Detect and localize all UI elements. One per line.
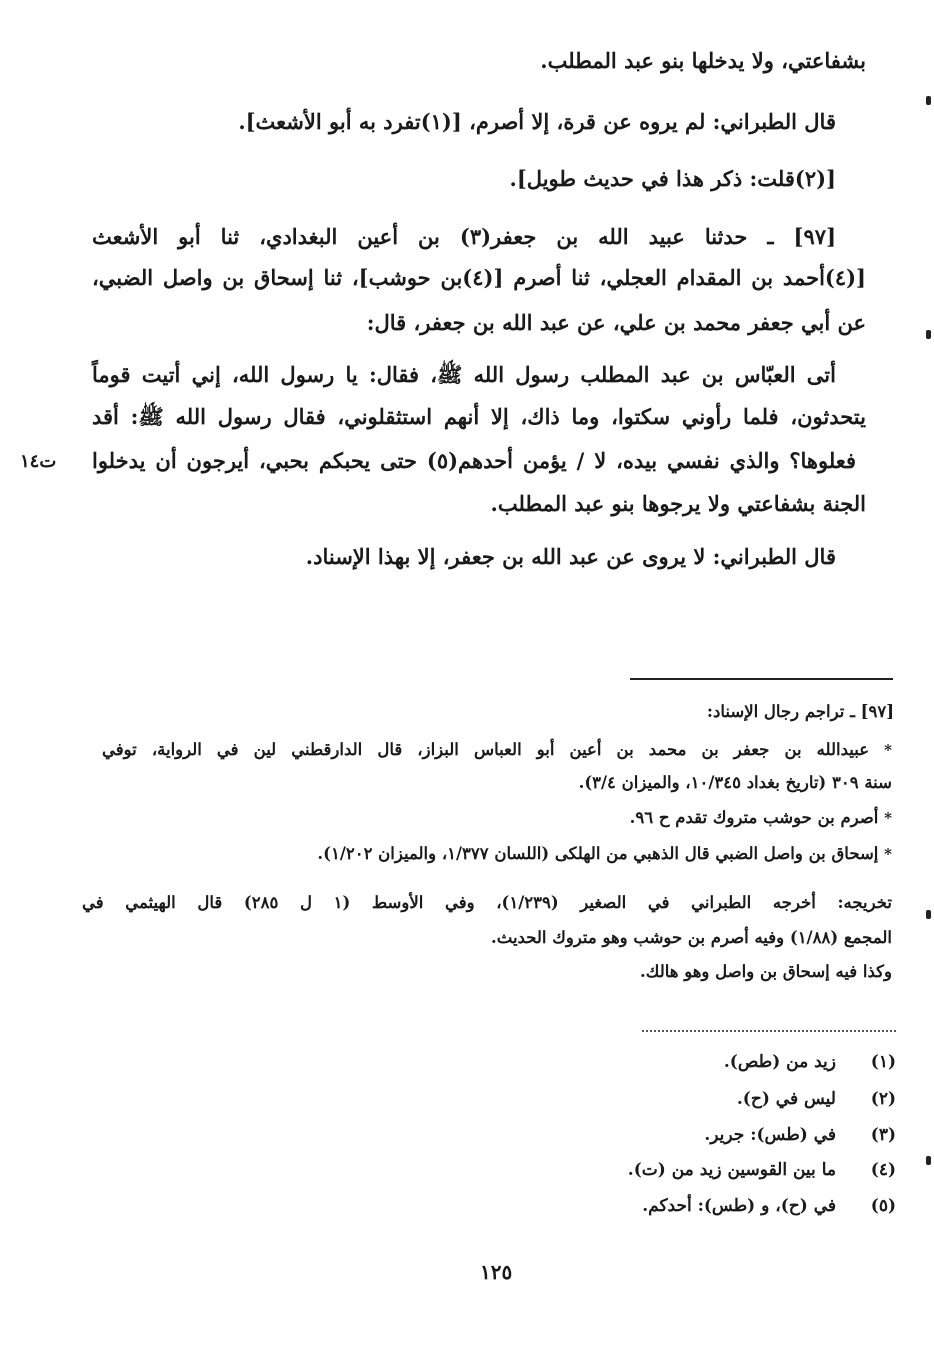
footnote-text: زيد من (طص). [723,1052,836,1072]
footnote-number: (٢) [870,1089,896,1109]
takhrij-text: المجمع (١/٨٨) وفيه أصرم بن حوشب وهو متروك الحديث. [491,928,892,947]
note-item [317,844,892,863]
note-text: أصرم بن حوشب متروك تقدم ح ٩٦. [629,808,879,827]
note-text: إسحاق بن واصل الضبي قال الذهبي من الهلكى (اللسان ١/٣٧٧، والميزان ١/٢٠٢). [317,844,879,863]
notes-heading: [٩٧] ـ تراجم رجال الإسناد: [706,702,894,721]
scan-mark [926,96,931,105]
footnote-number: (١) [870,1052,896,1072]
bullet-icon: * [884,809,892,827]
text-line: [(٤)أحمد بن المقدام العجلي، ثنا أصرم [(٤)بن حوشب]، ثنا إسحاق بن واصل الضبي، [92,265,866,290]
page-number: ١٢٥ [480,1260,513,1284]
footnote-text: ليس في (ح). [736,1089,836,1109]
note-text: عبيدالله بن جعفر بن محمد بن أعين أبو العباس البزاز، قال الدارقطني لين في الرواية، توفي [102,740,870,759]
text-line: يتحدثون، فلما رأوني سكتوا، وما ذاك، إلا أنهم استثقلوني، فقال رسول الله ﷺ: أقد [92,404,866,429]
text-line: الجنة بشفاعتي ولا يرجوها بنو عبد المطلب. [490,491,866,516]
scan-mark [926,910,931,919]
footnote-separator [642,1030,896,1032]
text-line: قال الطبراني: لا يروى عن عبد الله بن جعفر، إلا بهذا الإسناد. [305,544,836,569]
takhrij-text: وكذا فيه إسحاق بن واصل وهو هالك. [640,962,892,981]
text-line: بشفاعتي، ولا يدخلها بنو عبد المطلب. [540,48,866,73]
note-item [102,740,892,759]
margin-reference: ت١٤ [20,451,57,472]
footnote-text: ما بين القوسين زيد من (ت). [627,1160,836,1180]
bullet-icon: * [884,741,892,759]
scan-mark [926,1156,931,1165]
footnote-text: في (ح)، و (طس): أحدكم. [642,1196,836,1216]
note-item [630,808,892,827]
takhrij-text: تخريجه: أخرجه الطبراني في الصغير (١/٢٣٩)، وفي الأوسط (١ ل ٢٨٥) قال الهيثمي في [82,893,892,912]
footnote-number: (٥) [870,1196,896,1216]
footnote-text: في (طس): جرير. [704,1125,836,1145]
footnote-number: (٣) [870,1125,896,1145]
separator-rule [630,678,893,680]
text-line: قال الطبراني: لم يروه عن قرة، إلا أصرم، [(١)تفرد به أبو الأشعث]. [238,109,836,134]
note-text: سنة ٣٠٩ (تاريخ بغداد ١٠/٣٤٥، والميزان ٣/٤). [578,773,892,792]
text-line: أتى العبّاس بن عبد المطلب رسول الله ﷺ، فقال: يا رسول الله، إني أتيت قوماً [92,362,836,387]
text-line: فعلوها؟ والذي نفسي بيده، لا / يؤمن أحدهم(٥) حتى يحبكم بحبي، أيرجون أن يدخلوا [92,448,856,473]
bullet-icon: * [884,845,892,863]
hadith-heading-line: [٩٧] ـ حدثنا عبيد الله بن جعفر(٣) بن أعين البغدادي، ثنا أبو الأشعث [92,224,836,249]
text-line: [(٢)قلت: ذكر هذا في حديث طويل]. [509,166,836,191]
footnote-number: (٤) [870,1160,896,1180]
scan-mark [926,330,931,339]
text-line: عن أبي جعفر محمد بن علي، عن عبد الله بن جعفر، قال: [366,310,866,335]
